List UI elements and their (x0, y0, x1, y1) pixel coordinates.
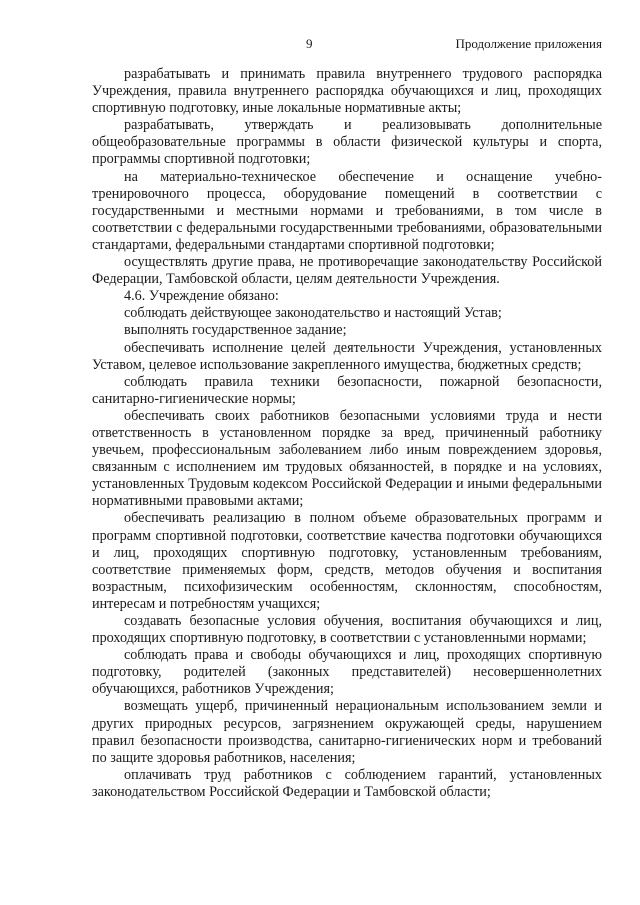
paragraph: на материально-техническое обеспечение и оснащение учебно-тренировочного процесса, оборудование помещений в соответствии с государственными и местными нормами и требованиями, в том числе в соответствии с федеральными государственными требованиями, образовательными стандартами, федеральными стандартами спортивной подготовки; (92, 168, 602, 253)
paragraph: соблюдать права и свободы обучающихся и лиц, проходящих спортивную подготовку, родителей (законных представителей) несовершеннолетних обучающихся, работников Учреждения; (92, 647, 602, 698)
paragraph: осуществлять другие права, не противоречащие законодательству Российской Федерации, Тамбовской области, целям деятельности Учреждения. (92, 254, 602, 288)
paragraph: соблюдать действующее законодательство и настоящий Устав; (124, 305, 502, 322)
section-heading: 4.6. Учреждение обязано: (124, 288, 279, 305)
paragraph: разрабатывать, утверждать и реализовывать дополнительные общеобразовательные программы в области физической культуры и спорта, программы спортивной подготовки; (92, 117, 602, 168)
header-note: Продолжение приложения (455, 36, 602, 51)
paragraph: возмещать ущерб, причиненный нерациональным использованием земли и других природных ресурсов, загрязнением окружающей среды, нарушением правил безопасности производства, санитарно-гигиенических норм и требований по защите здоровья работников, населения; (92, 698, 602, 766)
paragraph: обеспечивать исполнение целей деятельности Учреждения, установленных Уставом, целевое использование закрепленного имущества, бюджетных средств; (92, 339, 602, 373)
paragraph: выполнять государственное задание; (124, 322, 347, 339)
paragraph: соблюдать правила техники безопасности, пожарной безопасности, санитарно-гигиенические нормы; (92, 373, 602, 407)
paragraph: обеспечивать своих работников безопасными условиями труда и нести ответственность в установленном порядке за вред, причиненный работнику увечьем, профессиональным заболеванием либо иным повреждением здоровья, связанным с исполнением им трудовых обязанностей, в порядке и на условиях, установленных Трудовым кодексом Российской Федерации и иными федеральными нормативными правовыми актами; (92, 407, 602, 510)
document-body (92, 66, 602, 801)
page-number: 9 (306, 36, 313, 51)
paragraph: оплачивать труд работников с соблюдением гарантий, установленных законодательством Российской Федерации и Тамбовской области; (92, 766, 602, 800)
paragraph: разрабатывать и принимать правила внутреннего трудового распорядка Учреждения, правила внутреннего распорядка обучающихся и лиц, проходящих спортивную подготовку, иные локальные нормативные акты; (92, 66, 602, 117)
paragraph: создавать безопасные условия обучения, воспитания обучающихся и лиц, проходящих спортивную подготовку, в соответствии с установленными нормами; (92, 613, 602, 647)
paragraph: обеспечивать реализацию в полном объеме образовательных программ и программ спортивной подготовки, соответствие качества подготовки обучающихся и лиц, проходящих спортивную подготовку, установленным требованиям, соответствие применяемых форм, средств, методов обучения и воспитания возрастным, психофизическим особенностям, склонностям, способностям, интересам и потребностям учащихся; (92, 510, 602, 612)
